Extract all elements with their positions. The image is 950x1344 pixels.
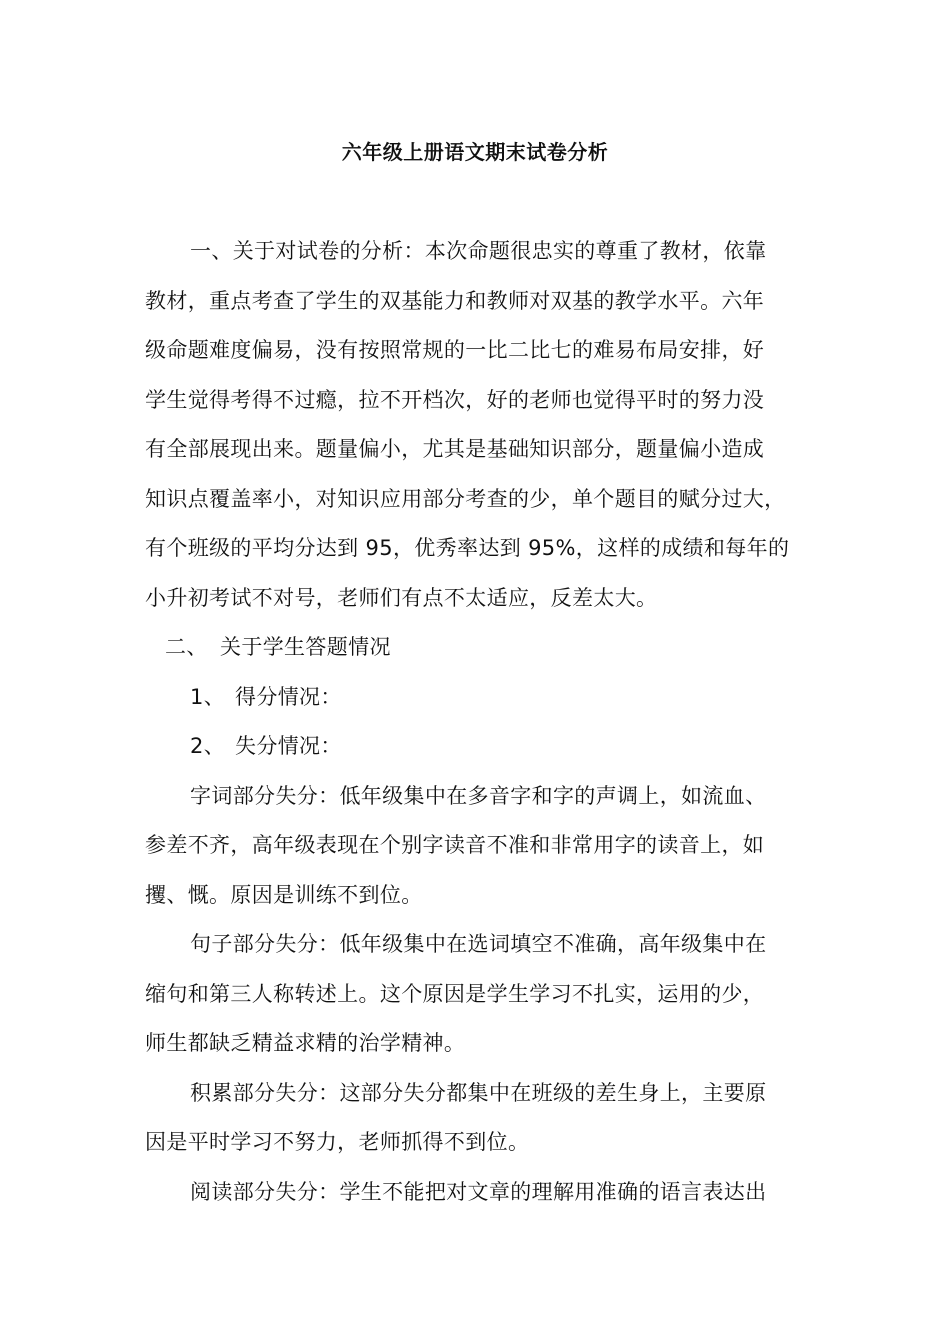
paragraph-line: 学生觉得考得不过瘾，拉不开档次，好的老师也觉得平时的努力没 [145,388,765,412]
list-item-number: 1、 [190,685,226,709]
list-item-text: 失分情况： [235,734,342,758]
paragraph-line: 有全部展现出来。题量偏小，尤其是基础知识部分，题量偏小造成 [145,437,765,461]
paragraph-line: 知识点覆盖率小，对知识应用部分考查的少，单个题目的赋分过大， [145,487,786,511]
paragraph-line: 小升初考试不对号，老师们有点不太适应，反差太大。 [145,586,658,610]
list-item-text: 得分情况： [235,685,342,709]
paragraph-line: 攫、慨。原因是训练不到位。 [145,883,423,907]
paragraph-line: 师生都缺乏精益求精的治学精神。 [145,1031,466,1055]
list-item-number: 2、 [190,734,226,758]
paragraph-line: 阅读部分失分：学生不能把对文章的理解用准确的语言表达出 [190,1180,767,1204]
paragraph-line: 因是平时学习不努力，老师抓得不到位。 [145,1130,530,1154]
list-item-1 [190,683,342,711]
paragraph-line: 教材，重点考查了学生的双基能力和教师对双基的教学水平。六年 [145,289,765,313]
section-heading-2 [165,633,391,661]
paragraph-line: 级命题难度偏易，没有按照常规的一比二比七的难易布局安排，好 [145,338,765,362]
paragraph-line: 参差不齐，高年级表现在个别字读音不准和非常用字的读音上，如 [145,833,765,857]
paragraph-line: 积累部分失分：这部分失分都集中在班级的差生身上，主要原 [190,1081,767,1105]
section-heading-text: 关于学生答题情况 [220,635,391,659]
paragraph-line: 缩句和第三人称转述上。这个原因是学生学习不扎实，运用的少， [145,982,765,1006]
paragraph-line: 一、关于对试卷的分析：本次命题很忠实的尊重了教材，依靠 [190,239,767,263]
paragraph-line: 字词部分失分：低年级集中在多音字和字的声调上，如流血、 [190,784,767,808]
document-title: 六年级上册语文期末试卷分析 [341,140,609,164]
paragraph-line: 有个班级的平均分达到 95，优秀率达到 95%，这样的成绩和每年的 [145,536,790,560]
paragraph-line: 句子部分失分：低年级集中在选词填空不准确，高年级集中在 [190,932,767,956]
section-number: 二、 [165,635,208,659]
list-item-2 [190,732,342,760]
